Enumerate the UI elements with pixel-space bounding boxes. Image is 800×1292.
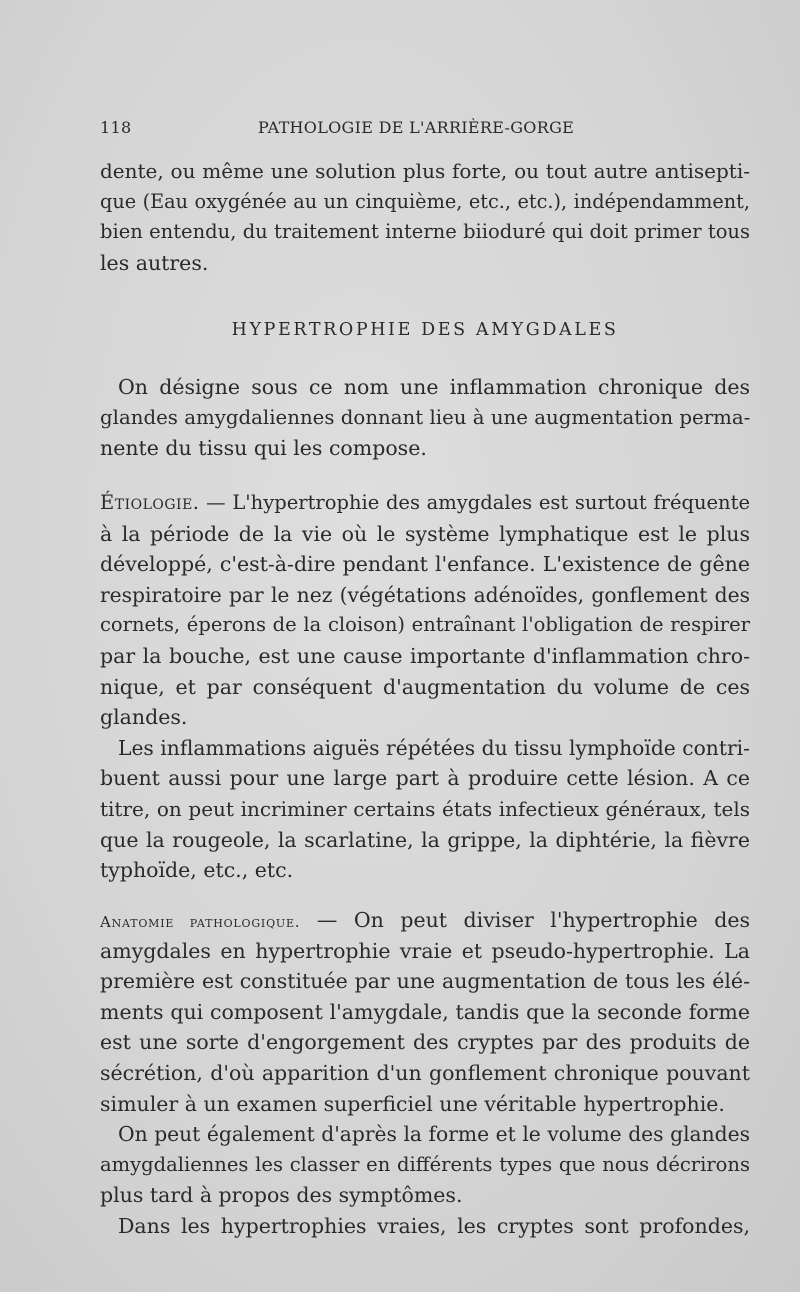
- text-line: nente du tissu qui les compose.: [100, 436, 427, 461]
- anatomie-label: Anatomie pathologique.: [100, 913, 301, 931]
- section-heading: HYPERTROPHIE DES AMYGDALES: [231, 320, 619, 340]
- text-line: nique, et par conséquent d'augmentation du volume de ces: [100, 674, 750, 699]
- text-line: [100, 905, 750, 936]
- text-line: les autres.: [100, 250, 209, 275]
- text-run: — On peut diviser l'hypertrophie des: [316, 908, 750, 932]
- text-line: sécrétion, d'où apparition d'un gonflement chronique pouvant: [100, 1060, 750, 1085]
- text-line: première est constituée par une augmentation de tous les élé-: [100, 969, 750, 994]
- text-line: [100, 488, 750, 519]
- text-line: Les inflammations aiguës répétées du tissu lymphoïde contri-: [118, 735, 750, 760]
- text-line: à la période de la vie où le système lymphatique est le plus: [100, 521, 750, 546]
- running-header: [100, 118, 750, 144]
- text-line: glandes.: [100, 705, 188, 730]
- text-line: On peut également d'après la forme et le volume des glandes: [118, 1122, 750, 1147]
- text-line: dente, ou même une solution plus forte, ou tout autre antisepti-: [100, 159, 750, 183]
- text-line: est une sorte d'engorgement des cryptes par des produits de: [100, 1030, 750, 1055]
- text-run: — L'hypertrophie des amygdales est surtout fréquente: [206, 491, 750, 514]
- text-line: que la rougeole, la scarlatine, la grippe, la diphtérie, la fièvre: [100, 827, 750, 852]
- text-line: buent aussi pour une large part à produire cette lésion. A ce: [100, 766, 750, 791]
- text-line: Dans les hypertrophies vraies, les cryptes sont profondes,: [118, 1213, 750, 1238]
- text-line: respiratoire par le nez (végétations adénoïdes, gonflement des: [100, 582, 750, 607]
- text-line: simuler à un examen superficiel une véritable hypertrophie.: [100, 1091, 725, 1116]
- text-line: que (Eau oxygénée au un cinquième, etc., etc.), indépendamment,: [100, 189, 750, 213]
- text-line: plus tard à propos des symptômes.: [100, 1183, 463, 1208]
- running-title: PATHOLOGIE DE L'ARRIÈRE-GORGE: [258, 118, 575, 137]
- text-line: développé, c'est-à-dire pendant l'enfance. L'existence de gêne: [100, 552, 750, 577]
- anatomie-section: [100, 905, 750, 1242]
- text-line: On désigne sous ce nom une inflammation chronique des: [118, 375, 750, 399]
- intro-paragraph: [100, 156, 750, 278]
- definition-paragraph: [100, 372, 750, 464]
- text-line: amygdales en hypertrophie vraie et pseudo-hypertrophie. La: [100, 938, 750, 963]
- text-line: titre, on peut incriminer certains états infectieux généraux, tels: [100, 796, 750, 821]
- etiologie-section: [100, 488, 750, 886]
- text-line: ments qui composent l'amygdale, tandis que la seconde forme: [100, 999, 750, 1024]
- etiologie-label: Étiologie.: [100, 491, 200, 514]
- text-line: bien entendu, du traitement interne biioduré qui doit primer tous: [100, 220, 750, 244]
- text-line: cornets, éperons de la cloison) entraînant l'obligation de respirer: [100, 613, 750, 637]
- text-line: par la bouche, est une cause importante d'inflammation chro-: [100, 643, 750, 668]
- text-line: typhoïde, etc., etc.: [100, 858, 294, 883]
- text-line: glandes amygdaliennes donnant lieu à une augmentation perma-: [100, 405, 751, 429]
- page-number: 118: [100, 118, 132, 137]
- text-line: amygdaliennes les classer en différents types que nous décrirons: [100, 1152, 750, 1176]
